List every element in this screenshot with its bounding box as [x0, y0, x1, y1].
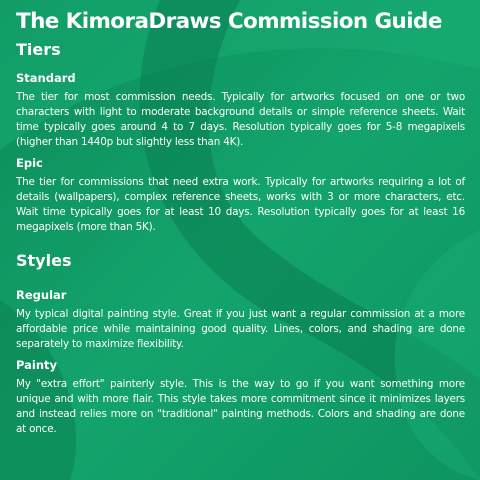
section-heading-styles: Styles [16, 251, 72, 270]
style-title-painty: Painty [16, 358, 58, 372]
tier-description-epic: The tier for commissions that need extra work. Typically for artworks requiring a lot of details (wallpapers), complex reference sheets, works with 3 or more characters, etc. Wait time typically goes for at least 10 days. Resolution typically goes for at least 16 megapixels (more than 5K). [16, 176, 465, 233]
style-description-painty: My "extra effort" painterly style. This is the way to go if you want something more unique and with more flair. This style takes more commitment since it minimizes layers and instead relies more on "traditional" painting methods. Colors and shading are done at once. [16, 378, 465, 435]
tier-title-epic: Epic [16, 156, 43, 170]
tier-title-standard: Standard [16, 71, 76, 85]
style-description-regular: My typical digital painting style. Great if you just want a regular commission at a more affordable price while maintaining good quality. Lines, colors, and shading are done separately to maximize flexibility. [16, 308, 465, 350]
tier-description-standard: The tier for most commission needs. Typically for artworks focused on one or two characters with light to moderate background details or simple reference sheets. Wait time typically goes around 4 to 7 days. Resolution typically goes for 5-8 megapixels (higher than 1440p but slightly less than 4K). [16, 91, 465, 148]
page-title: The KimoraDraws Commission Guide [16, 9, 442, 34]
style-title-regular: Regular [16, 288, 67, 302]
section-heading-tiers: Tiers [16, 40, 61, 59]
